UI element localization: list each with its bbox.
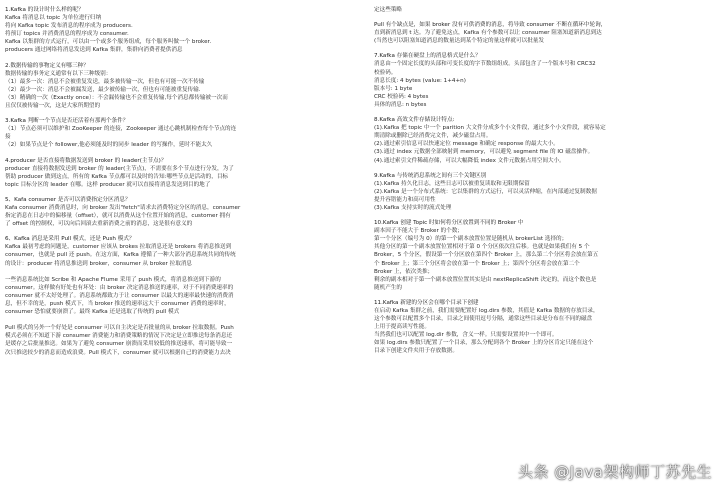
text-line: 具体的消息: n bytes bbox=[374, 101, 427, 108]
question-heading: 5、Kafa consumer 是否可以消费指定分区消息？ bbox=[5, 196, 131, 203]
question-section bbox=[374, 116, 720, 165]
question-section bbox=[374, 172, 720, 212]
text-line: CRC 校验码: 4 bytes bbox=[374, 93, 429, 100]
text-line: 直到新消息到 t 达。为了避免这点，Kafka 有个参数可以让 consumer 阻塞知道新消息到达 bbox=[374, 30, 602, 37]
text-line: Kafa consumer 消费消息时，向 broker 发出"fetch"请求去消费特定分区的消息，consumer bbox=[5, 204, 241, 211]
text-line: 消息由一个固定长度的头部和可变长度的字节数组组成。头部包含了一个版本号和 CRC32 bbox=[374, 61, 596, 68]
text-line: consumer 就不太好处理了。消息系统都致力于让 consumer 以最大的速率最快速的消费消 bbox=[5, 292, 234, 299]
question-section bbox=[5, 235, 351, 356]
text-line: 如果 log.dirs 参数只配置了一个目录，那么分配到各个 Broker 上的分区肯定只能在这个 bbox=[374, 340, 594, 347]
question-heading: 10.Kafka 创建 Topic 时如何将分区放置到不同的 Broker 中 bbox=[374, 220, 524, 227]
text-line: 版本号: 1 byte bbox=[374, 85, 413, 92]
text-line: 这个参数可以配置多个目录，目录之间使用逗号分隔，通常这些目录是分布在不同的磁盘 bbox=[374, 316, 593, 323]
text-line: （2）如果节点是个 follower,他必须能及时的同步 leader 的写操作，延时不能太久 bbox=[5, 142, 213, 149]
text-line: 上用于提高读写性能。 bbox=[374, 324, 430, 331]
text-line: 且仅仅被传输一次，这是大家所期望的 bbox=[5, 103, 101, 110]
text-line: 个 Broker 上；第三个分区将会放在第一个 Broker 上；第四个分区将会放在第二个 bbox=[374, 260, 580, 267]
text-line: (2).Kafka 是一个分布式系统：它以集群的方式运行，可以灵活伸缩，在内部通过复制数据 bbox=[374, 188, 597, 195]
question-heading: 1.Kafka 的设计时什么样的呢？ bbox=[5, 7, 84, 13]
question-section bbox=[5, 62, 351, 111]
question-heading: 4.producer 是否直接将数据发送到 broker 的 leader(主节点)？ bbox=[5, 157, 167, 164]
question-section bbox=[5, 117, 351, 149]
text-line: Kafka 最初考虑的问题是，customer 应该从 brokes 拉取消息还是 brokers 将消息推送到 bbox=[5, 244, 232, 251]
text-line: consumer 恐怕就要崩溃了。最终 Kafka 还是选取了传统的 pull 模式 bbox=[5, 309, 180, 316]
text-line: 目录下创建文件夹用于存放数据。 bbox=[374, 348, 458, 355]
text-line: producer 直接将数据发送到 broker 的 leader(主节点)，不需要在多个节点进行分发，为了 bbox=[5, 165, 234, 172]
text-line: 将向 Kafka topic 发布消息的程序成为 producers. bbox=[5, 23, 133, 30]
question-section bbox=[5, 196, 351, 228]
text-line: 消息长度: 4 bytes (value: 1+4+n) bbox=[374, 77, 466, 84]
text-line: 当然我们也可以配置 log.dir 参数，含义一样。只需要设置其中一个即可。 bbox=[374, 332, 558, 339]
question-section bbox=[374, 21, 720, 45]
text-line bbox=[5, 268, 351, 276]
text-line: Pull 模式的另外一个好处是 consumer 可以自主决定是否批量的从 broker 拉取数据。Push bbox=[5, 325, 234, 332]
right-column bbox=[374, 6, 720, 363]
text-line: 是缓存之后批量推送。如果为了避免 consumer 崩溃而采用较低的推送速率，将可能导致一 bbox=[5, 341, 233, 348]
question-section bbox=[374, 299, 720, 356]
text-line: 剩余的副本相对于第一个副本放置位置其实是由 nextReplicaShift 决定的，而这个数也是 bbox=[374, 276, 597, 283]
text-line: 提升容错能力和高可用性 bbox=[374, 196, 436, 203]
text-line: 数据传输的事务定义通常有以下三种级别： bbox=[5, 70, 112, 77]
question-heading: 8.Kafka 高效文件存储设计特点: bbox=[374, 117, 455, 124]
question-heading: 11.Kafka 新建的分区会在哪个目录下创建 bbox=[374, 299, 479, 306]
text-line: 在启动 Kafka 集群之前，我们需要配置好 log.dirs 参数，其值是 Kafka 数据的存放目录， bbox=[374, 308, 599, 314]
text-line: Broker，5 个分区，假设第一个分区放在第四个 Broker 上，那么第二个分区将会放在第五 bbox=[374, 252, 599, 259]
question-section bbox=[374, 6, 720, 14]
text-line: 其他分区的第一个副本放置位置相对于第 0 个分区依次往后移。也就是如果我们有 5 个 bbox=[374, 244, 590, 251]
question-heading: 7.Kafka 存储在硬盘上的消息格式是什么？ bbox=[374, 53, 481, 60]
text-line: Broker 上，依次类推； bbox=[374, 268, 434, 275]
text-line: (1).Kafka 持久化日志，这些日志可以被重复读取和无限期保留 bbox=[374, 180, 530, 187]
text-line: 息，但不幸的是，push 模式下，当 broker 推送的速率远大于 consumer 消费的速率时， bbox=[5, 301, 230, 307]
text-line: 帮助 producer 做到这点，所有的 Kafka 节点都可以及时的告知:哪些节点是活动的，目标 bbox=[5, 173, 229, 180]
text-line: （1）节点必须可以维护和 ZooKeeper 的连接，Zookeeper 通过心跳机制检查每个节点的连 bbox=[5, 126, 237, 133]
left-column bbox=[5, 6, 351, 364]
text-line: producers 通过网络将消息发送到 Kafka 集群，集群向消费者提供消息 bbox=[5, 47, 183, 54]
text-line: 第一个分区（编号为 0）的第一个副本放置位置是随机从 brokerList 选择的； bbox=[374, 236, 568, 243]
text-line: （1）最多一次：消息不会被重复发送，最多被传输一次，但也有可能一次不传输 bbox=[5, 78, 205, 85]
text-line: Kafka 将消息以 topic 为单位进行归纳 bbox=[5, 15, 102, 22]
watermark: 头条 @Java架构师丁苏先生 bbox=[518, 463, 712, 481]
question-heading: Pull 有个缺点是，如果 broker 没有可供消费的消息，将导致 consumer 不断在循环中轮询， bbox=[374, 22, 607, 29]
text-line: (当然也可以阻塞知道消息的数量达到某个特定的量这样就可以批量发 bbox=[374, 38, 544, 45]
question-section bbox=[5, 6, 351, 55]
question-heading: 定这些策略 bbox=[374, 7, 402, 13]
text-line: 将预订 topics 并消费消息的程序成为 consumer. bbox=[5, 31, 129, 38]
text-line: consumer，也就是 pull 还 push。在这方面，Kafka 遵循了一种大部分消息系统共同的传统 bbox=[5, 252, 236, 259]
text-line: 的设计：producer 将消息推送到 broker，consumer 从 broker 拉取消息 bbox=[5, 260, 193, 267]
text-line: 副本因子不能大于 Broker 的个数； bbox=[374, 228, 463, 235]
text-line: （2）最少一次：消息不会被漏发送，最少被传输一次，但也有可能被重复传输. bbox=[5, 86, 201, 93]
text-line: (1).Kafka 把 topic 中一个 parition 大文件分成多个小文件段，通过多个小文件段，就容易定 bbox=[374, 125, 606, 132]
text-line: 随机产生的 bbox=[374, 284, 402, 291]
text-line: 模式必须在不知道下游 consumer 消费能力和消费策略的情况下决定是立即推送每条消息还 bbox=[5, 333, 233, 340]
text-line: 一些消息系统比如 Scribe 和 Apache Flume 采用了 push 模式，将消息推送到下游的 bbox=[5, 276, 221, 283]
text-line: 接 bbox=[5, 134, 11, 141]
question-section bbox=[374, 52, 720, 109]
text-line: 指定消息在日志中的偏移量（offset），就可以消费从这个位置开始的消息，customer 拥有 bbox=[5, 213, 231, 220]
question-heading: 9.Kafka 与传统消息系统之间有三个关键区别 bbox=[374, 172, 487, 179]
text-line: topic 目标分区的 leader 在哪。这样 producer 就可以直接将消息发送到目的地了 bbox=[5, 181, 211, 188]
text-line: Kafka 以集群的方式运行，可以由一个或多个服务组成，每个服务叫做一个 broker. bbox=[5, 39, 212, 46]
text-line: 次只推送较少的消息而造成浪费。Pull 模式下，consumer 就可以根据自己的消费能力去决 bbox=[5, 349, 231, 356]
text-line bbox=[5, 316, 351, 324]
text-line: (2).通过索引信息可以快速定位 message 和确定 response 的最大大小。 bbox=[374, 141, 559, 148]
text-line: 了 offset 的控制权，可以向后回滚去重新消费之前的消息，这是很有意义的 bbox=[5, 221, 193, 228]
text-line: consumer。这样做有好处也有坏处：由 broker 决定消息推送的速率，对于不同消费速率的 bbox=[5, 284, 234, 291]
text-line: (3).通过 index 元数据全部映射到 memory，可以避免 segment file 的 IO 磁盘操作。 bbox=[374, 149, 594, 156]
question-heading: 6、Kafka 消息是采用 Pull 模式，还是 Push 模式？ bbox=[5, 236, 135, 243]
text-line: 校验码。 bbox=[374, 69, 397, 76]
text-line: （3）精确的一次（Exactly once）：不会漏传输也不会重复传输,每个消息都传输被一次而 bbox=[5, 94, 228, 101]
question-section bbox=[374, 219, 720, 292]
text-line: 期清除或删除已经消费完文件，减少磁盘占用。 bbox=[374, 133, 492, 140]
question-heading: 3.Kafka 判断一个节点是否还活着有那两个条件？ bbox=[5, 118, 129, 125]
text-line: (4).通过索引文件稀疏存储，可以大幅降低 index 文件元数据占用空间大小。 bbox=[374, 157, 565, 164]
question-heading: 2.数据传输的事物定义有哪三种？ bbox=[5, 62, 89, 69]
question-section bbox=[5, 157, 351, 189]
text-line: (3).Kafka 支持实时的流式处理 bbox=[374, 204, 452, 211]
